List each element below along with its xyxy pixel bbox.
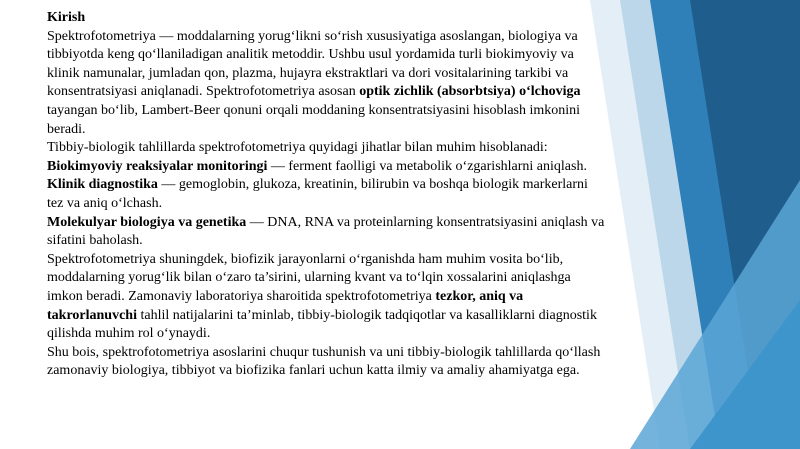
intro-text-1: Spektrofotometriya — moddalarning yorug‘likni so‘rish xususiyatiga asoslangan, biologiya va tibbiyotda keng qo‘llaniladigan analitik metoddir. Ushbu usul yordamida turli biokimyoviy va klinik namunalar, jumladan qon, plazma, hujayra ekstraktlari va dori vositalarining tarkibi va konsentratsiyasi aniqlanadi. Spektrofotometriya asosan xyxy=(47,28,578,100)
lead-paragraph: Tibbiy-biologik tahlillarda spektrofotometriya quyidagi jihatlar bilan muhim hisoblanadi: xyxy=(47,140,548,156)
conclusion-paragraph: Shu bois, spektrofotometriya asoslarini chuqur tushunish va uni tibbiy-biologik tahlillarda qo‘llash zamonaviy biologiya, tibbiyot va biofizika fanlari uchun katta ilmiy va amaliy ahamiyatga ega. xyxy=(47,344,601,379)
list-item-molecular xyxy=(47,214,607,251)
item-text: — gemoglobin, glukoza, kreatinin, bilirubin va boshqa biologik markerlarni tez va aniq o‘lchash. xyxy=(47,177,588,211)
item-text: — DNA, RNA va proteinlarning konsentratsiyasini aniqlash va sifatini baholash. xyxy=(47,214,605,249)
item-term: Molekulyar biologiya va genetika xyxy=(47,214,247,230)
second-paragraph xyxy=(47,251,607,344)
item-text: — ferment faolligi va metabolik o‘zgarishlarni aniqlash. xyxy=(267,158,587,174)
list-item-biochemistry xyxy=(47,158,607,177)
intro-paragraph xyxy=(47,28,607,140)
para2-bold: tezkor, aniq va takrorlanuvchi xyxy=(47,288,524,323)
heading-text: Kirish xyxy=(47,10,86,25)
intro-bold: optik zichlik (absorbtsiya) o‘lchoviga xyxy=(359,84,581,100)
slide-heading xyxy=(47,9,607,28)
para2-text-1: Spektrofotometriya shuningdek, biofizik jarayonlarni o‘rganishda ham muhim vosita bo‘lib, moddalarning yorug‘lik bilan o‘zaro ta’sirini, ularning kvant va to‘lqin xossalarini aniqlashga imkon beradi. Zamonaviy laboratoriya sharoitida spektrofotometriya xyxy=(47,251,571,304)
item-term: Biokimyoviy reaksiyalar monitoringi xyxy=(47,158,268,174)
item-term: Klinik diagnostika xyxy=(47,177,158,193)
list-item-clinical xyxy=(47,176,607,213)
slide-text xyxy=(47,9,607,381)
intro-text-2: tayangan bo‘lib, Lambert-Beer qonuni orqali moddaning konsentratsiyasini hisoblash imkonini beradi. xyxy=(47,102,581,137)
para2-text-2: tahlil natijalarini ta’minlab, tibbiy-biologik tadqiqotlar va kasalliklarni diagnostik qilishda muhim rol o‘ynaydi. xyxy=(47,307,597,342)
